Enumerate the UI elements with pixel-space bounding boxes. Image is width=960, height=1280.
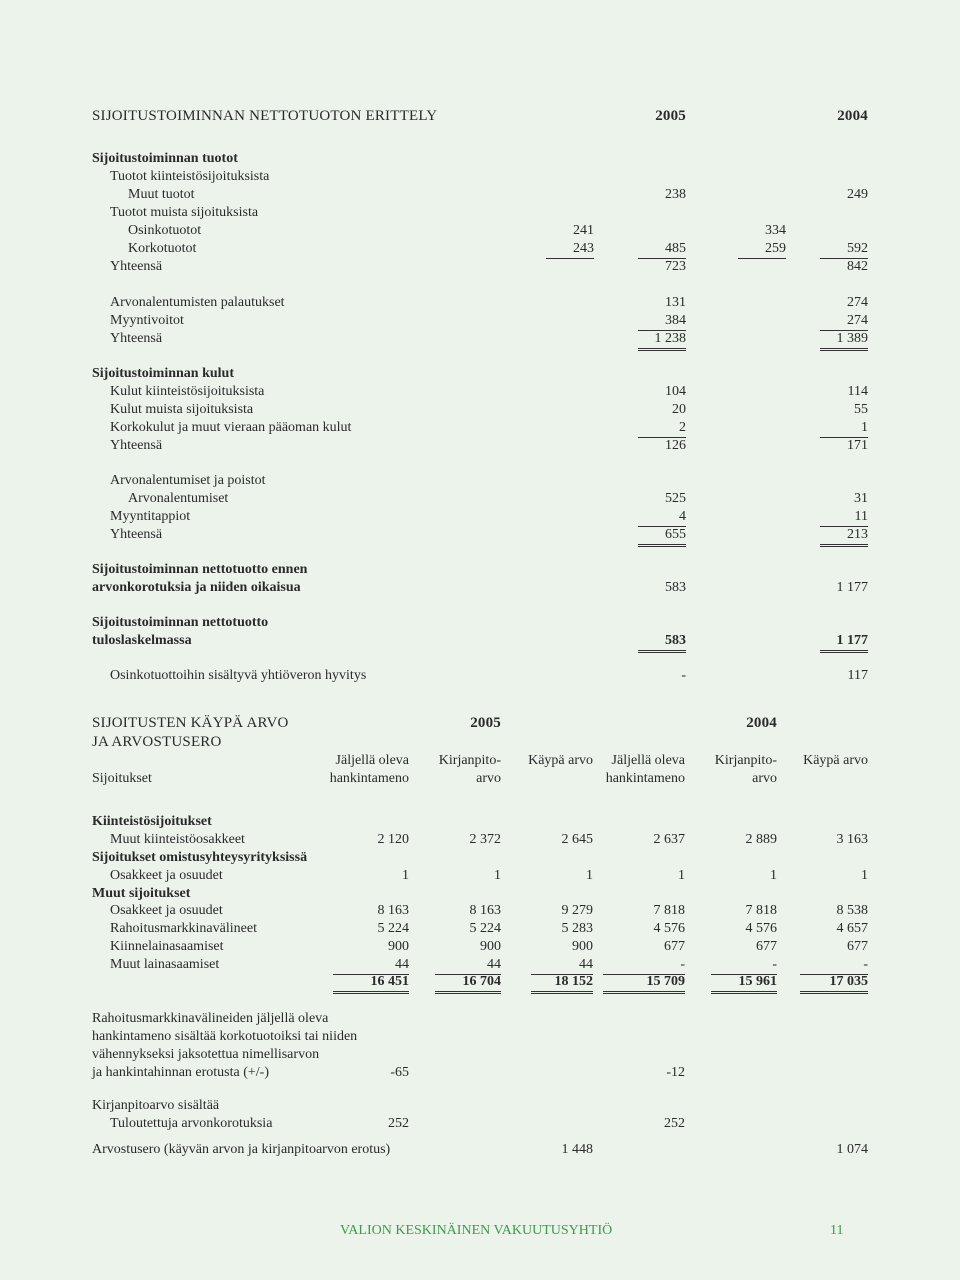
row-label: Sijoitustoiminnan kulut — [92, 366, 234, 381]
row-label: Osinkotuottoihin sisältyvä yhtiöveron hyvitys — [110, 668, 367, 683]
value-cell: 7 818 — [745, 903, 777, 918]
table-row — [0, 902, 960, 920]
value-cell: 17 035 — [800, 973, 868, 994]
value-cell: 117 — [847, 668, 868, 683]
row-label: Korkotuotot — [128, 241, 197, 256]
note-line — [0, 1046, 960, 1064]
row-label: Sijoitustoiminnan tuotot — [92, 151, 238, 166]
value-cell: 677 — [847, 939, 868, 954]
value-cell: 900 — [572, 939, 593, 954]
value-cell: 15 709 — [603, 973, 685, 994]
value-cell: 677 — [664, 939, 685, 954]
arvostusero-2004: 1 074 — [836, 1142, 868, 1157]
value-cell: 583 — [638, 632, 686, 653]
arvostusero-label: Arvostusero (käyvän arvon ja kirjanpitoarvon erotus) — [92, 1142, 391, 1157]
section1-header — [0, 107, 960, 125]
row-label: arvonkorotuksia ja niiden oikaisua — [92, 580, 301, 595]
value-cell: 1 — [586, 868, 593, 883]
row-label: Yhteensä — [110, 331, 163, 346]
year-2005: 2005 — [655, 108, 686, 124]
row-label: Arvonalentumiset — [128, 491, 229, 506]
value-cell: 1 — [494, 868, 501, 883]
value-cell: 16 704 — [435, 973, 501, 994]
note-text: Tuloutettuja arvonkorotuksia — [110, 1116, 273, 1131]
value-cell: 274 — [847, 295, 868, 310]
value-cell: 2 — [638, 419, 686, 438]
value-cell: 44 — [333, 956, 409, 975]
table-row — [0, 150, 960, 168]
value-cell: 104 — [665, 384, 686, 399]
table-row — [0, 294, 960, 312]
sijoitukset-header: Sijoitukset — [92, 771, 152, 786]
value-cell: 384 — [638, 312, 686, 331]
value-cell: 44 — [531, 956, 593, 975]
section1-title: SIJOITUSTOIMINNAN NETTOTUOTON ERITTELY — [92, 108, 438, 124]
row-label: Sijoitustoiminnan nettotuotto — [92, 615, 269, 630]
value-cell: 1 177 — [820, 632, 868, 653]
value-cell: 525 — [665, 491, 686, 506]
value-cell: 44 — [435, 956, 501, 975]
row-label: Muut lainasaamiset — [110, 957, 220, 972]
note-text: ja hankintahinnan erotusta (+/-) — [92, 1065, 270, 1080]
value-cell: 723 — [665, 259, 686, 274]
row-label: Sijoitukset omistusyhteysyrityksissä — [92, 850, 308, 865]
note-line — [0, 1028, 960, 1046]
value-cell: 592 — [820, 240, 868, 259]
year-2004: 2004 — [837, 108, 868, 124]
row-label: tuloslaskelmassa — [92, 633, 192, 648]
table-row — [0, 365, 960, 383]
note-value-2005: -65 — [390, 1065, 409, 1080]
row-label: Osakkeet ja osuudet — [110, 868, 223, 883]
row-label: Osinkotuotot — [128, 223, 202, 238]
row-label: Myyntitappiot — [110, 509, 191, 524]
row-label: Tuotot muista sijoituksista — [110, 205, 259, 220]
value-cell: 5 224 — [377, 921, 409, 936]
table-row — [0, 508, 960, 526]
value-cell: 131 — [665, 295, 686, 310]
column-header: Kirjanpito- — [438, 753, 501, 768]
note-line — [0, 1064, 960, 1082]
value-cell: 259 — [738, 240, 786, 259]
value-cell: 3 163 — [836, 832, 868, 847]
value-cell: 126 — [665, 438, 686, 453]
table-row — [0, 490, 960, 508]
value-cell: 4 — [638, 508, 686, 527]
value-cell: 1 177 — [836, 580, 868, 595]
table-row — [0, 885, 960, 903]
value-cell: 2 889 — [745, 832, 777, 847]
footer-page-number: 11 — [830, 1223, 844, 1238]
column-headers-bottom — [0, 770, 960, 788]
value-cell: 9 279 — [561, 903, 593, 918]
value-cell: 1 — [402, 868, 409, 883]
section2-year-2005: 2005 — [470, 715, 501, 731]
value-cell: 1 — [861, 868, 868, 883]
value-cell: 16 451 — [333, 973, 409, 994]
value-cell: 18 152 — [531, 973, 593, 994]
value-cell: 1 — [820, 419, 868, 438]
table-row — [0, 472, 960, 490]
arvostusero-row — [0, 1141, 960, 1159]
note-text: Rahoitusmarkkinavälineiden jäljellä oleva — [92, 1011, 329, 1026]
value-cell: - — [681, 668, 686, 683]
column-header: Jäljellä oleva — [611, 753, 685, 768]
value-cell: 2 645 — [561, 832, 593, 847]
value-cell: 114 — [847, 384, 868, 399]
note-line — [0, 1115, 960, 1133]
section2-title-1: SIJOITUSTEN KÄYPÄ ARVO — [92, 715, 289, 731]
column-headers-top — [0, 752, 960, 770]
value-cell: 238 — [665, 187, 686, 202]
row-label: Yhteensä — [110, 438, 163, 453]
note-text: hankintameno sisältää korkotuotoiksi tai niiden — [92, 1029, 358, 1044]
column-header: hankintameno — [605, 771, 685, 786]
table-row — [0, 330, 960, 348]
value-cell: - — [603, 956, 685, 975]
note-line — [0, 1097, 960, 1115]
row-label: Rahoitusmarkkinavälineet — [110, 921, 257, 936]
value-cell: 274 — [820, 312, 868, 331]
row-label: Yhteensä — [110, 259, 163, 274]
row-label: Arvonalentumiset ja poistot — [110, 473, 266, 488]
table-row — [0, 867, 960, 885]
row-label: Kiinteistösijoitukset — [92, 814, 212, 829]
row-label: Yhteensä — [110, 527, 163, 542]
table-row — [0, 813, 960, 831]
note-value-2005: 252 — [388, 1116, 409, 1131]
table-row — [0, 632, 960, 650]
section2-title-2: JA ARVOSTUSERO — [92, 734, 222, 750]
column-header: Kirjanpito- — [714, 753, 777, 768]
value-cell: 8 163 — [469, 903, 501, 918]
column-header: Käypä arvo — [803, 753, 868, 768]
value-cell: 583 — [665, 580, 686, 595]
row-label: Myyntivoitot — [110, 313, 184, 328]
value-cell: 655 — [638, 526, 686, 547]
note-value-2004: -12 — [666, 1065, 685, 1080]
row-label: Tuotot kiinteistösijoituksista — [110, 169, 270, 184]
value-cell: 4 657 — [836, 921, 868, 936]
row-label: Muut kiinteistöosakkeet — [110, 832, 245, 847]
value-cell: 1 — [770, 868, 777, 883]
table-row — [0, 401, 960, 419]
row-label: Kulut muista sijoituksista — [110, 402, 254, 417]
value-cell: 20 — [672, 402, 686, 417]
table-row — [0, 667, 960, 685]
section2-header-2 — [0, 733, 960, 751]
table-row — [0, 938, 960, 956]
note-line — [0, 1010, 960, 1028]
value-cell: 1 389 — [820, 330, 868, 351]
row-label: Arvonalentumisten palautukset — [110, 295, 285, 310]
value-cell: 31 — [854, 491, 868, 506]
value-cell: 7 818 — [653, 903, 685, 918]
note-text: vähennykseksi jaksotettua nimellisarvon — [92, 1047, 320, 1062]
column-header: Jäljellä oleva — [335, 753, 409, 768]
value-cell: 334 — [765, 223, 786, 238]
value-cell: 249 — [847, 187, 868, 202]
value-cell: 8 163 — [377, 903, 409, 918]
table-row — [0, 831, 960, 849]
value-cell: 900 — [388, 939, 409, 954]
table-row — [0, 312, 960, 330]
value-cell: 241 — [573, 223, 594, 238]
value-cell: 213 — [820, 526, 868, 547]
value-cell: 677 — [756, 939, 777, 954]
row-label: Sijoitustoiminnan nettotuotto ennen — [92, 562, 308, 577]
table-row — [0, 579, 960, 597]
arvostusero-2005: 1 448 — [561, 1142, 593, 1157]
column-header: Käypä arvo — [528, 753, 593, 768]
note-value-2004: 252 — [664, 1116, 685, 1131]
value-cell: 485 — [638, 240, 686, 259]
row-label: Osakkeet ja osuudet — [110, 903, 223, 918]
value-cell: 5 283 — [561, 921, 593, 936]
value-cell: 11 — [820, 508, 868, 527]
value-cell: 243 — [546, 240, 594, 259]
table-row — [0, 186, 960, 204]
value-cell: 842 — [847, 259, 868, 274]
table-row — [0, 920, 960, 938]
value-cell: 8 538 — [836, 903, 868, 918]
row-label: Korkokulut ja muut vieraan pääoman kulut — [110, 420, 352, 435]
note-text: Kirjanpitoarvo sisältää — [92, 1098, 220, 1113]
value-cell: - — [800, 956, 868, 975]
table-row — [0, 437, 960, 455]
value-cell: 5 224 — [469, 921, 501, 936]
value-cell: 171 — [847, 438, 868, 453]
value-cell: 2 372 — [469, 832, 501, 847]
value-cell: 15 961 — [711, 973, 777, 994]
table-row — [0, 222, 960, 240]
section2-year-2004: 2004 — [746, 715, 777, 731]
footer-company: VALION KESKINÄINEN VAKUUTUSYHTIÖ — [340, 1223, 613, 1238]
table-row — [0, 168, 960, 186]
value-cell: 2 120 — [377, 832, 409, 847]
table-row — [0, 849, 960, 867]
table-row — [0, 614, 960, 632]
table-row — [0, 258, 960, 276]
row-label: Kulut kiinteistösijoituksista — [110, 384, 265, 399]
table-row — [0, 240, 960, 258]
table-row — [0, 204, 960, 222]
value-cell: 1 238 — [638, 330, 686, 351]
column-header: hankintameno — [329, 771, 409, 786]
column-header: arvo — [476, 771, 501, 786]
row-label: Muut sijoitukset — [92, 886, 191, 901]
table-row — [0, 383, 960, 401]
table-row — [0, 956, 960, 974]
value-cell: 4 576 — [653, 921, 685, 936]
value-cell: 1 — [678, 868, 685, 883]
value-cell: - — [711, 956, 777, 975]
table-row — [0, 419, 960, 437]
value-cell: 55 — [854, 402, 868, 417]
table-row — [0, 561, 960, 579]
table-row — [0, 973, 960, 991]
row-label: Kiinnelainasaamiset — [110, 939, 224, 954]
section2-header — [0, 714, 960, 732]
value-cell: 2 637 — [653, 832, 685, 847]
value-cell: 900 — [480, 939, 501, 954]
table-row — [0, 526, 960, 544]
row-label: Muut tuotot — [128, 187, 195, 202]
column-header: arvo — [752, 771, 777, 786]
value-cell: 4 576 — [745, 921, 777, 936]
